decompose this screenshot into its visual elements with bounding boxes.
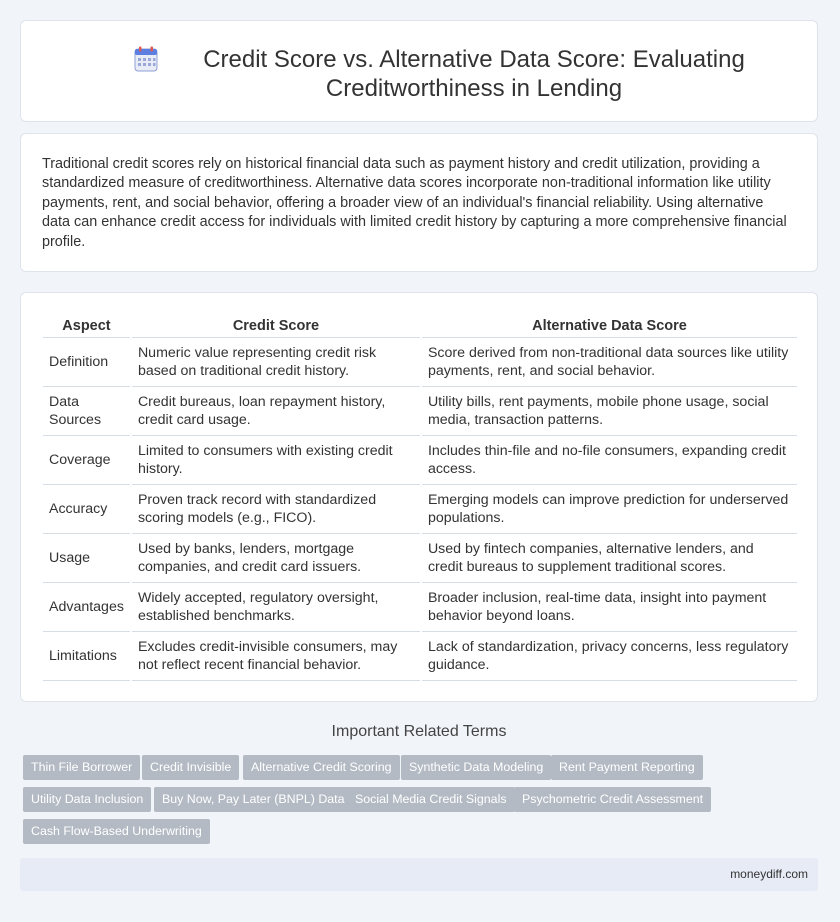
tag-cash-flow-based-underwriting[interactable]: Cash Flow-Based Underwriting <box>23 819 210 844</box>
tag-rent-payment-reporting[interactable]: Rent Payment Reporting <box>551 755 703 780</box>
comparison-table-card <box>20 292 818 702</box>
credit-score-cell: Excludes credit-invisible consumers, may not reflect recent financial behavior. <box>132 632 420 681</box>
credit-score-cell: Widely accepted, regulatory oversight, established benchmarks. <box>132 583 420 632</box>
table-row <box>43 583 797 632</box>
alternative-score-cell: Score derived from non-traditional data sources like utility payments, rent, and social behavior. <box>422 338 797 387</box>
alternative-score-cell: Lack of standardization, privacy concerns, less regulatory guidance. <box>422 632 797 681</box>
alternative-score-cell: Used by fintech companies, alternative lenders, and credit bureaus to supplement traditional scores. <box>422 534 797 583</box>
credit-score-cell: Proven track record with standardized scoring models (e.g., FICO). <box>132 485 420 534</box>
footer <box>20 858 818 891</box>
table-row <box>43 436 797 485</box>
credit-score-cell: Credit bureaus, loan repayment history, credit card usage. <box>132 387 420 436</box>
aspect-cell: Coverage <box>43 436 130 485</box>
related-terms-heading: Important Related Terms <box>331 723 507 740</box>
tag-thin-file-borrower[interactable]: Thin File Borrower <box>23 755 140 780</box>
tag-psychometric-credit-assessment[interactable]: Psychometric Credit Assessment <box>514 787 711 812</box>
page-title: Credit Score vs. Alternative Data Score: Evaluating Creditworthiness in Lending <box>203 46 745 102</box>
tag-utility-data-inclusion[interactable]: Utility Data Inclusion <box>23 787 151 812</box>
aspect-cell: Accuracy <box>43 485 130 534</box>
intro-card <box>20 133 818 272</box>
alternative-score-cell: Utility bills, rent payments, mobile phone usage, social media, transaction patterns. <box>422 387 797 436</box>
title-card <box>20 20 818 122</box>
header-credit-score: Credit Score <box>132 315 420 338</box>
tag-bnpl-data[interactable]: Buy Now, Pay Later (BNPL) Data <box>154 787 353 812</box>
table-row <box>43 534 797 583</box>
table-row <box>43 485 797 534</box>
credit-score-cell: Limited to consumers with existing credit history. <box>132 436 420 485</box>
header-aspect: Aspect <box>43 315 130 338</box>
table-header-row <box>43 315 797 338</box>
aspect-cell: Definition <box>43 338 130 387</box>
credit-score-cell: Numeric value representing credit risk based on traditional credit history. <box>132 338 420 387</box>
alternative-score-cell: Includes thin-file and no-file consumers, expanding credit access. <box>422 436 797 485</box>
comparison-table <box>41 315 799 681</box>
aspect-cell: Limitations <box>43 632 130 681</box>
tag-synthetic-data-modeling[interactable]: Synthetic Data Modeling <box>401 755 551 780</box>
aspect-cell: Usage <box>43 534 130 583</box>
aspect-cell: Data Sources <box>43 387 130 436</box>
alternative-score-cell: Emerging models can improve prediction for underserved populations. <box>422 485 797 534</box>
table-row <box>43 338 797 387</box>
tag-social-media-credit-signals[interactable]: Social Media Credit Signals <box>347 787 515 812</box>
aspect-cell: Advantages <box>43 583 130 632</box>
header-alternative-data-score: Alternative Data Score <box>422 315 797 338</box>
table-row <box>43 387 797 436</box>
alternative-score-cell: Broader inclusion, real-time data, insight into payment behavior beyond loans. <box>422 583 797 632</box>
tag-alternative-credit-scoring[interactable]: Alternative Credit Scoring <box>243 755 400 780</box>
intro-paragraph: Traditional credit scores rely on historical financial data such as payment history and credit utilization, providing a standardized measure of creditworthiness. Alternative data scores incorporate non-traditional information like utility payments, rent, and social behavior, offering a broader view of an individual's financial reliability. Using alternative data can enhance credit access for individuals with limited credit history by capturing a more comprehensive financial profile. <box>42 156 787 250</box>
footer-site-link[interactable]: moneydiff.com <box>730 867 808 881</box>
credit-score-cell: Used by banks, lenders, mortgage companies, and credit card issuers. <box>132 534 420 583</box>
tag-credit-invisible[interactable]: Credit Invisible <box>142 755 239 780</box>
table-row <box>43 632 797 681</box>
